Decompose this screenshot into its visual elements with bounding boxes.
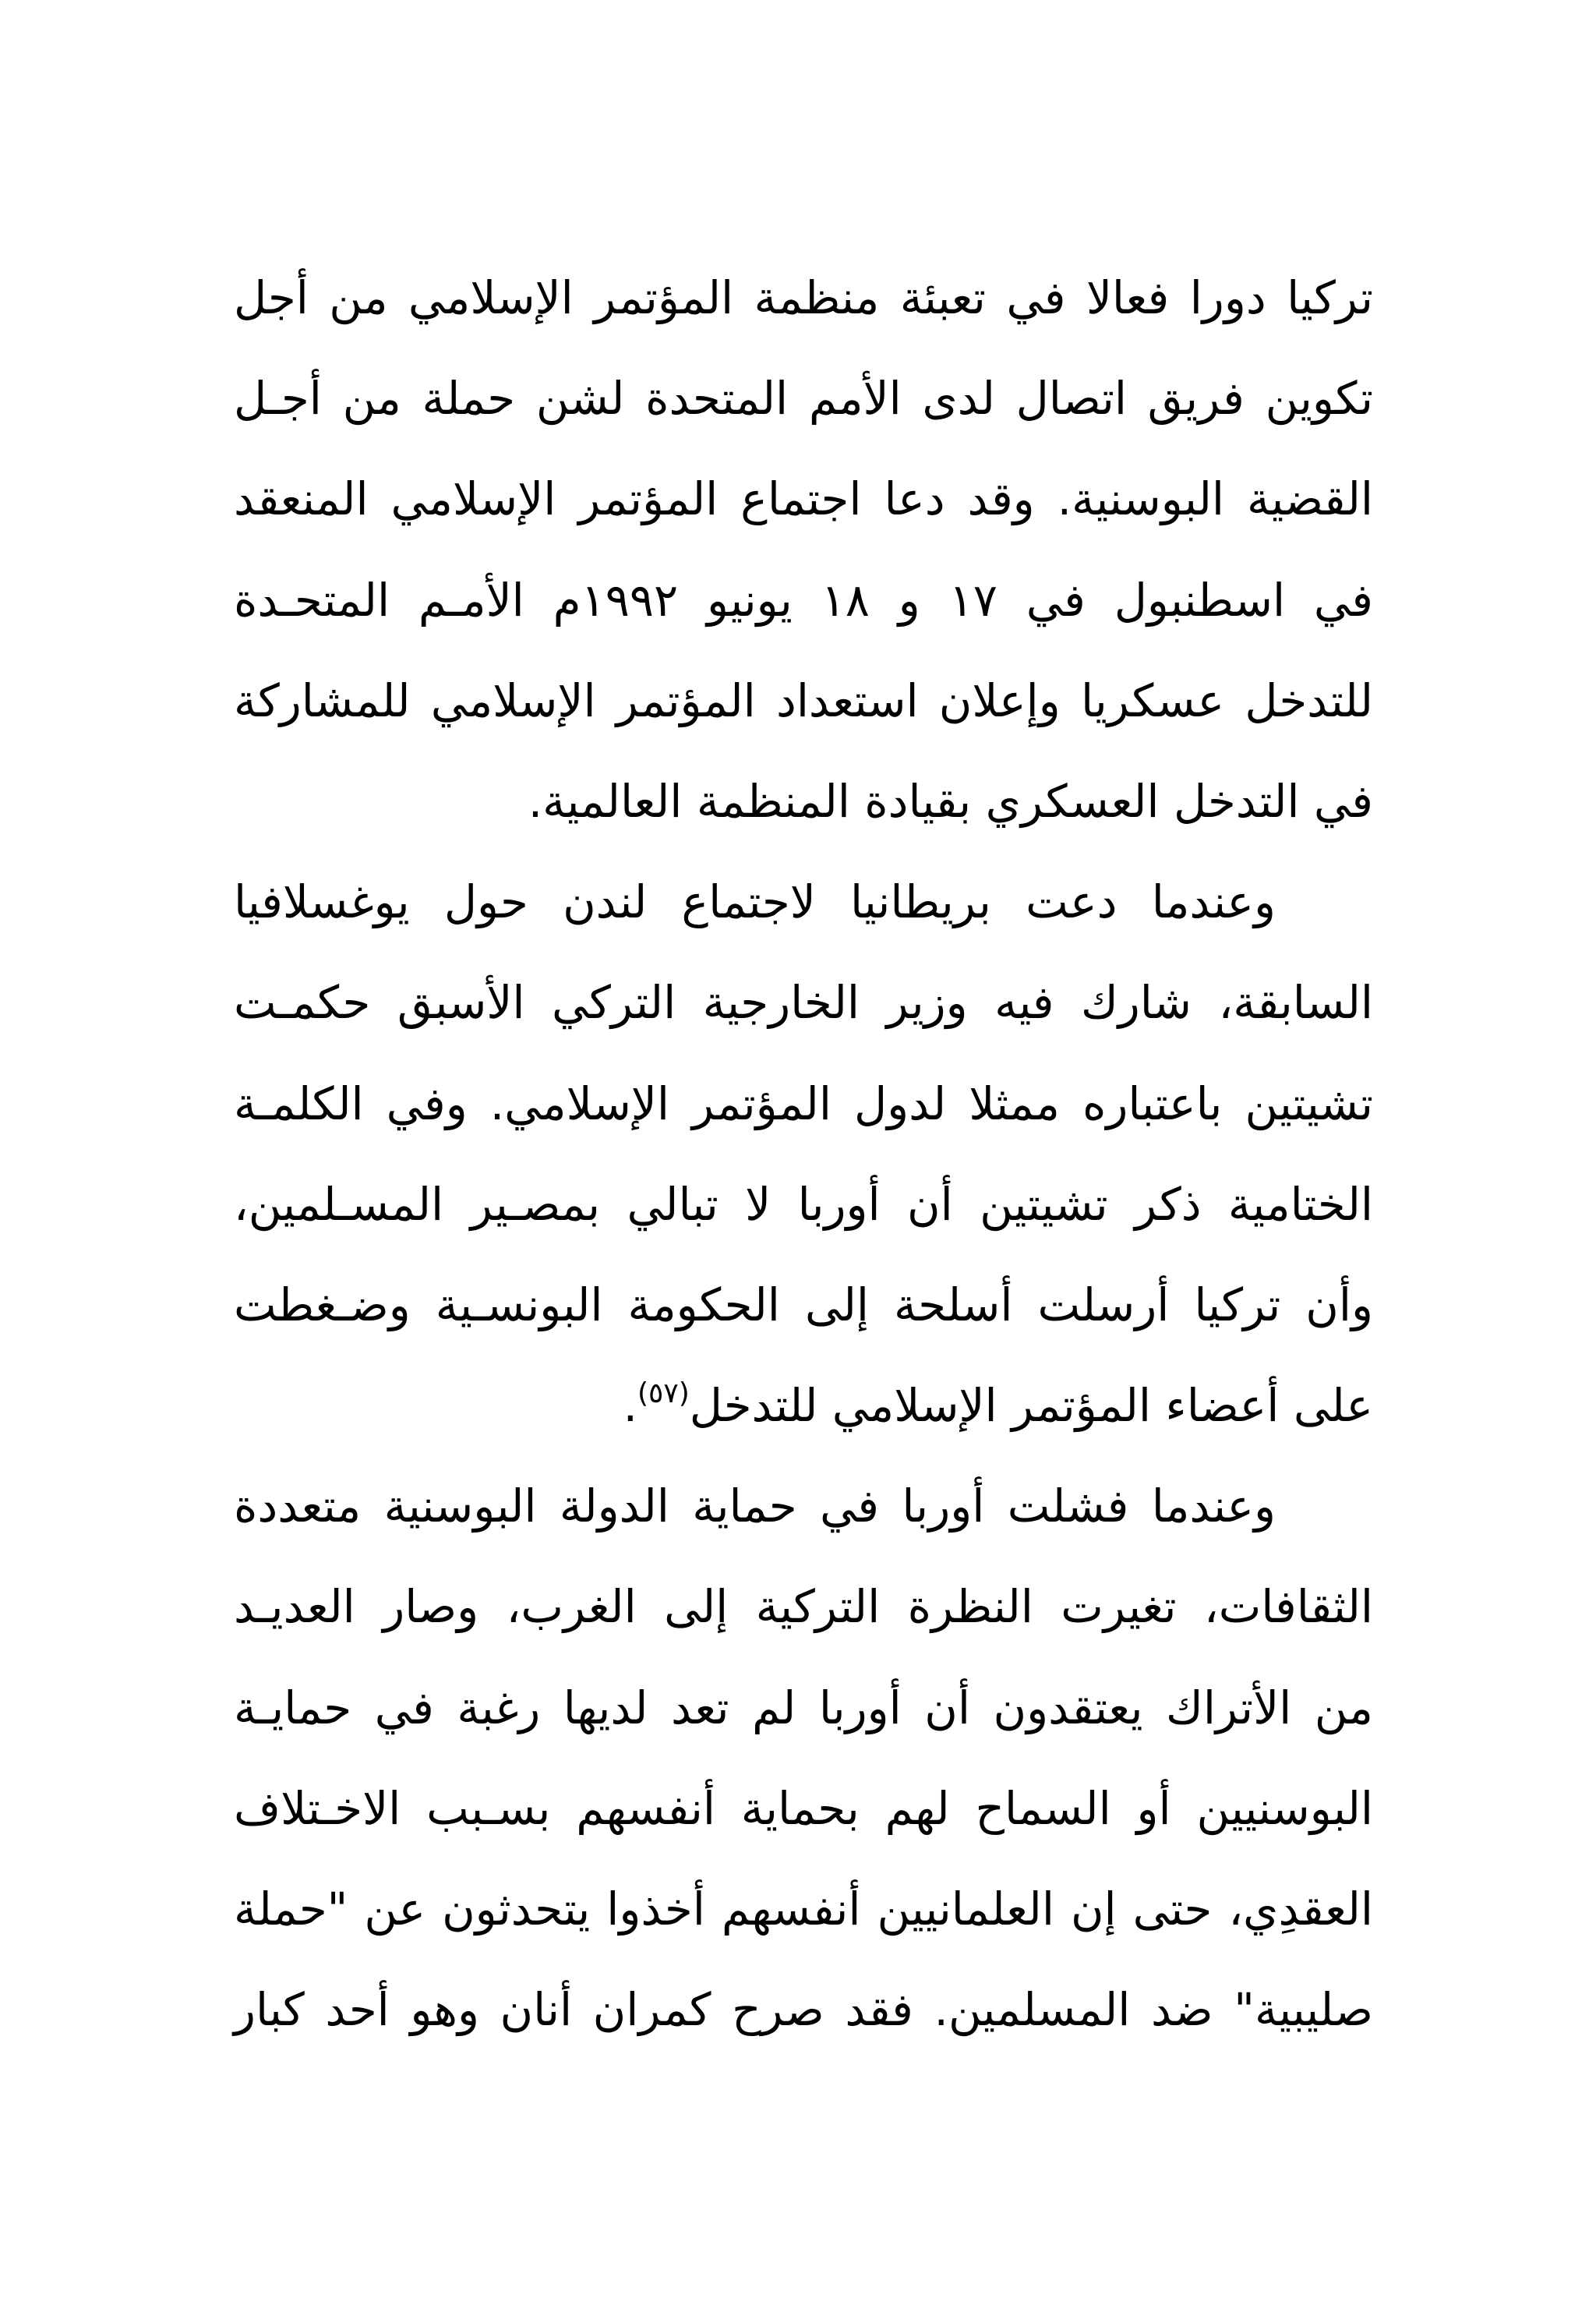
footnote-reference: (٥٧) (637, 1377, 690, 1410)
text-line-content: على أعضاء المؤتمر الإسلامي للتدخل (689, 1379, 1373, 1433)
text-line: وأن تركيا أرسلت أسلحة إلى الحكومة البونسـية وضـغطت (234, 1278, 1373, 1331)
text-line-with-footnote (234, 1356, 1373, 1456)
text-line: وعندما دعت بريطانيا لاجتماع لندن حول يوغسلافيا (234, 875, 1276, 929)
text-line: صليبية" ضد المسلمين. فقد صرح كمران أنان وهو أحد كبار (234, 1983, 1373, 2037)
text-line: في اسطنبول في ١٧ و ١٨ يونيو ١٩٩٢م الأمـم المتحـدة (234, 573, 1374, 627)
text-line: تشيتين باعتباره ممثلا لدول المؤتمر الإسلامي. وفي الكلمـة (234, 1076, 1373, 1130)
text-line: من الأتراك يعتقدون أن أوربا لم تعد لديها رغبة في حمايـة (234, 1681, 1373, 1734)
text-line: تركيا دورا فعالا في تعبئة منظمة المؤتمر الإسلامي من أجل (234, 271, 1373, 324)
text-line: في التدخل العسكري بقيادة المنظمة العالمية. (528, 774, 1373, 828)
text-line: الثقافات، تغيرت النظرة التركية إلى الغرب، وصار العديـد (234, 1580, 1373, 1634)
text-line: وعندما فشلت أوربا في حماية الدولة البوسنية متعددة (234, 1480, 1276, 1533)
text-line: الختامية ذكر تشيتين أن أوربا لا تبالي بمصـير المسـلمين، (234, 1177, 1373, 1231)
text-line: تكوين فريق اتصال لدى الأمم المتحدة لشن حملة من أجـل (234, 372, 1373, 426)
text-line: البوسنيين أو السماح لهم بحماية أنفسهم بسـبب الاخـتلاف (234, 1781, 1373, 1835)
line-end-punctuation: . (623, 1379, 637, 1433)
text-line: العقدِي، حتى إن العلمانيين أنفسهم أخذوا يتحدثون عن "حملة (234, 1883, 1373, 1936)
body-text (234, 248, 1373, 2060)
text-line: للتدخل عسكريا وإعلان استعداد المؤتمر الإسلامي للمشاركة (234, 673, 1373, 727)
text-line: السابقة، شارك فيه وزير الخارجية التركي الأسبق حكمـت (234, 976, 1373, 1030)
text-line: القضية البوسنية. وقد دعا اجتماع المؤتمر الإسلامي المنعقد (234, 472, 1373, 526)
